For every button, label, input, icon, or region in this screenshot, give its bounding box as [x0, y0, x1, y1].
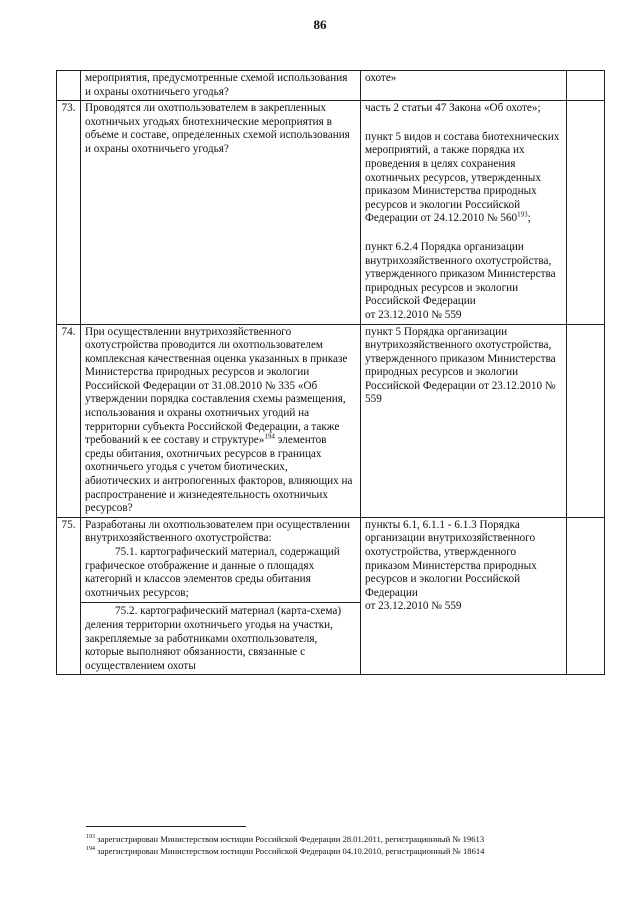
reference-item: часть 2 статьи 47 Закона «Об охоте»; — [365, 102, 541, 115]
footnote-mark: 194 — [264, 432, 275, 441]
reference-date: от 23.12.2010 № 559 — [365, 600, 462, 613]
footnote-mark: 194 — [86, 846, 95, 853]
reference-text: пункт 6.2.4 Порядка организации внутрихозяйственного охотустройства, утвержденного приказом Министерства природных ресурсов и экологии Российской Федерации — [365, 240, 556, 308]
footnote-mark: 193 — [86, 834, 95, 841]
answer-cell — [567, 517, 605, 675]
footnote-text: зарегистрирован Министерством юстиции Российской Федерации 04.10.2010, регистрационный № 18614 — [95, 846, 485, 856]
reference-cell: охоте» — [361, 71, 567, 101]
subitem-75-2: 75.2. картографический материал (карта-схема) деления территории охотничьего угодья на участки, закрепляемые за работниками охотпользователя, которые выполняют обязанности, связанные с осуществлением охоты — [81, 602, 360, 673]
reference-item — [365, 131, 562, 226]
reference-cell — [361, 517, 567, 675]
table-row-73 — [57, 101, 605, 324]
question-cell — [81, 517, 361, 675]
reference-text: пункты 6.1, 6.1.1 - 6.1.3 Порядка организации внутрихозяйственного охотустройства, утвержденного приказом Министерства природных ресурсов и экологии Российской Федерации — [365, 518, 537, 599]
question-cell — [81, 324, 361, 517]
question-text: Разработаны ли охотпользователем при осуществлении внутрихозяйственного охотустройства: — [85, 518, 350, 545]
reference-cell: пункт 5 Порядка организации внутрихозяйственного охотустройства, утвержденного приказом Министерства природных ресурсов и экологии Российской Федерации от 23.12.2010 № 559 — [361, 324, 567, 517]
footnote-text: зарегистрирован Министерством юстиции Российской Федерации 28.01.2011, регистрационный № 19613 — [95, 834, 485, 844]
footnote-rule — [86, 826, 246, 827]
reference-text: пункт 5 видов и состава биотехнических мероприятий, а также порядка их проведения в целях сохранения охотничьих ресурсов, утвержденных приказом Министерства природных ресурсов и экологии Российской Федерации от 24.12.2010 № 560 — [365, 130, 560, 225]
footnote-mark: 193 — [517, 210, 528, 219]
question-text: При осуществлении внутрихозяйственного охотустройства проводится ли охотпользователем комплексная качественная оценка указанных в приказе Министерства природных ресурсов и экологии Российской Федерации от 31.08.2010 № 335 «Об утверждении порядка составления схемы размещения, использования и охраны охотничьих угодий на территории субъекта Российской Федерации, а также требований к ее составу и структуре» — [85, 325, 348, 447]
row-number: 75. — [57, 517, 81, 675]
requirements-table — [56, 70, 605, 675]
answer-cell — [567, 101, 605, 324]
question-cell: Проводятся ли охотпользователем в закрепленных охотничьих угодьях биотехнические мероприятия в объеме и составе, определенных схемой использования и охраны охотничьего угодья? — [81, 101, 361, 324]
row-number-cell — [57, 71, 81, 101]
table-row-75 — [57, 517, 605, 675]
footnote-193 — [86, 833, 606, 845]
answer-cell — [567, 71, 605, 101]
reference-item — [365, 241, 562, 323]
table-row-74 — [57, 324, 605, 517]
table-row-continuation — [57, 71, 605, 101]
question-cell: мероприятия, предусмотренные схемой использования и охраны охотничьего угодья? — [81, 71, 361, 101]
row-number: 73. — [57, 101, 81, 324]
reference-cell — [361, 101, 567, 324]
answer-cell — [567, 324, 605, 517]
reference-end: ; — [527, 212, 531, 225]
question-text: элементов среды обитания, охотничьих ресурсов в границах охотничьего угодья с учетом биотических, абиотических и антропогенных факторов, влияющих на распространение и жизнедеятельность охотничьих ресурсов? — [85, 434, 353, 515]
subitem-75-1: 75.1. картографический материал, содержащий графическое отображение и данные о площадях категорий и классов элементов среды обитания охотничьих ресурсов; — [85, 546, 340, 599]
footnote-194 — [86, 845, 606, 857]
reference-date: от 23.12.2010 № 559 — [365, 308, 462, 321]
row-number: 74. — [57, 324, 81, 517]
page-number: 86 — [313, 17, 327, 32]
footnotes — [86, 826, 606, 857]
